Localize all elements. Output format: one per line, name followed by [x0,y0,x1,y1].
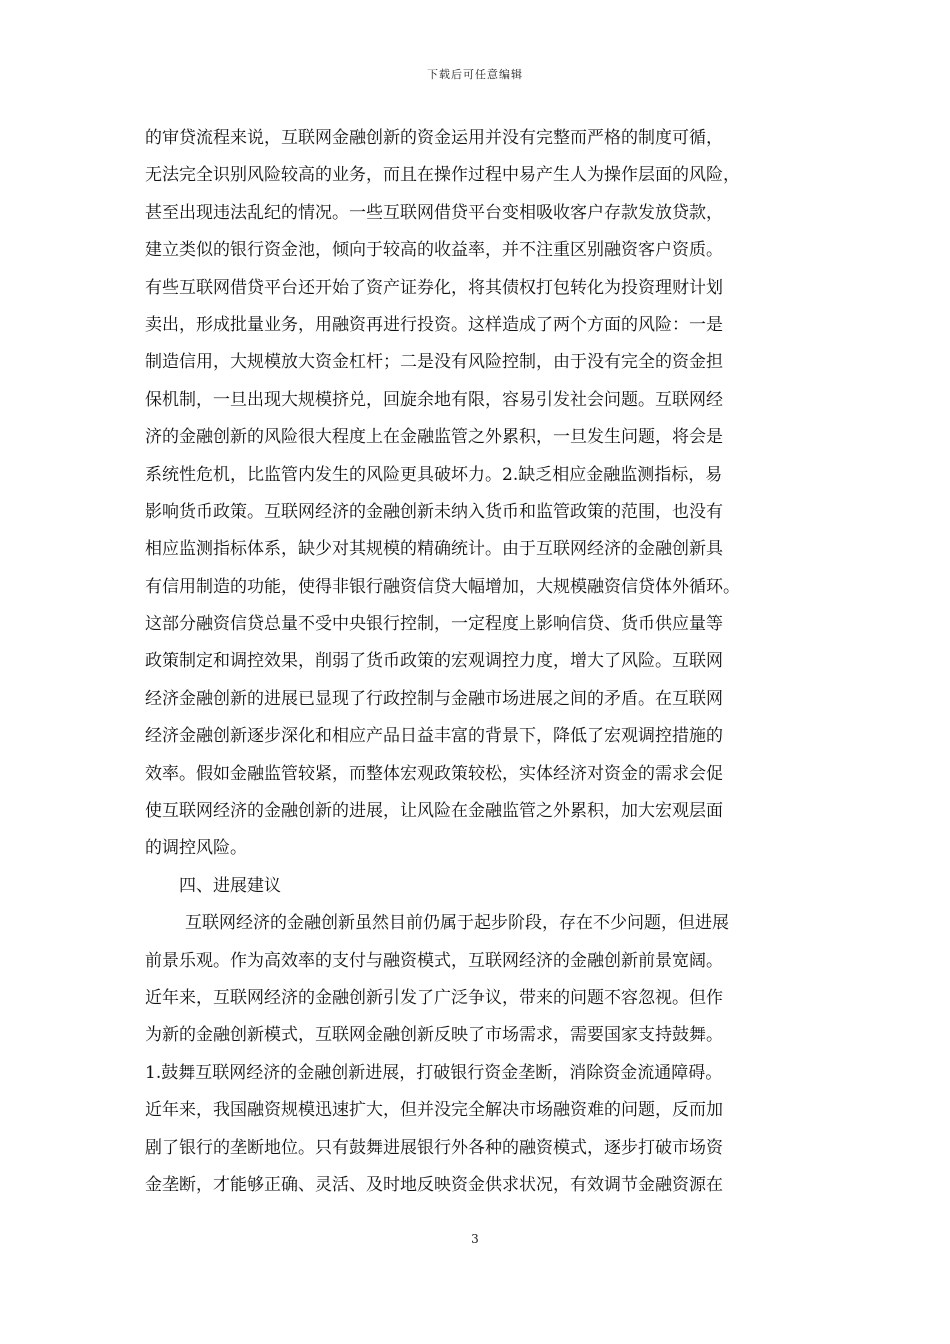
text-line: 这部分融资信贷总量不受中央银行控制，一定程度上影响信贷、货币供应量等 [145,614,723,635]
text-line: 近年来，互联网经济的金融创新引发了广泛争议，带来的问题不容忽视。但作 [145,987,723,1008]
text-line: 制造信用，大规模放大资金杠杆；二是没有风险控制，由于没有完全的资金担 [145,352,723,373]
section-heading: 四、进展建议 [179,875,281,896]
text-line: 剧了银行的垄断地位。只有鼓舞进展银行外各种的融资模式，逐步打破市场资 [145,1137,723,1158]
text-line: 的调控风险。 [145,838,247,859]
page-number: 3 [471,1232,479,1246]
text-line: 的审贷流程来说，互联网金融创新的资金运用并没有完整而严格的制度可循， [145,128,723,148]
text-line: 系统性危机，比监管内发生的风险更具破坏力。2.缺乏相应金融监测指标，易 [145,464,723,485]
paragraph-first-line: 互联网经济的金融创新虽然目前仍属于起步阶段，存在不少问题，但进展 [185,913,729,934]
text-line: 影响货币政策。互联网经济的金融创新未纳入货币和监管政策的范围，也没有 [145,501,723,522]
text-line: 为新的金融创新模式，互联网金融创新反映了市场需求，需要国家支持鼓舞。 [145,1025,723,1046]
text-line: 政策制定和调控效果，削弱了货币政策的宏观调控力度，增大了风险。互联网 [145,651,723,672]
text-line: 无法完全识别风险较高的业务，而且在操作过程中易产生人为操作层面的风险， [145,165,740,186]
document-body [145,120,805,1204]
text-line: 有些互联网借贷平台还开始了资产证券化，将其债权打包转化为投资理财计划 [145,277,723,298]
text-line: 前景乐观。作为高效率的支付与融资模式，互联网经济的金融创新前景宽阔。 [145,950,723,971]
text-line: 效率。假如金融监管较紧，而整体宏观政策较松，实体经济对资金的需求会促 [145,763,723,784]
text-line: 卖出，形成批量业务，用融资再进行投资。这样造成了两个方面的风险：一是 [145,314,723,335]
text-line: 金垄断，才能够正确、灵活、及时地反映资金供求状况，有效调节金融资源在 [145,1174,723,1195]
text-line: 经济金融创新逐步深化和相应产品日益丰富的背景下，降低了宏观调控措施的 [145,726,723,747]
text-line: 经济金融创新的进展已显现了行政控制与金融市场进展之间的矛盾。在互联网 [145,688,723,709]
page-header: 下载后可任意编辑 [427,68,523,81]
text-line: 使互联网经济的金融创新的进展，让风险在金融监管之外累积，加大宏观层面 [145,801,723,822]
text-line: 相应监测指标体系，缺少对其规模的精确统计。由于互联网经济的金融创新具 [145,539,723,560]
text-line: 1.鼓舞互联网经济的金融创新进展，打破银行资金垄断，消除资金流通障碍。 [145,1062,723,1083]
text-line: 保机制，一旦出现大规模挤兑，回旋余地有限，容易引发社会问题。互联网经 [145,389,723,410]
text-line: 有信用制造的功能，使得非银行融资信贷大幅增加，大规模融资信贷体外循环。 [145,576,740,597]
text-line: 近年来，我国融资规模迅速扩大，但并没完全解决市场融资难的问题，反而加 [145,1100,723,1121]
text-line: 济的金融创新的风险很大程度上在金融监管之外累积，一旦发生问题，将会是 [145,427,723,448]
text-line: 甚至出现违法乱纪的情况。一些互联网借贷平台变相吸收客户存款发放贷款， [145,202,723,223]
text-line: 建立类似的银行资金池，倾向于较高的收益率，并不注重区别融资客户资质。 [145,240,723,261]
